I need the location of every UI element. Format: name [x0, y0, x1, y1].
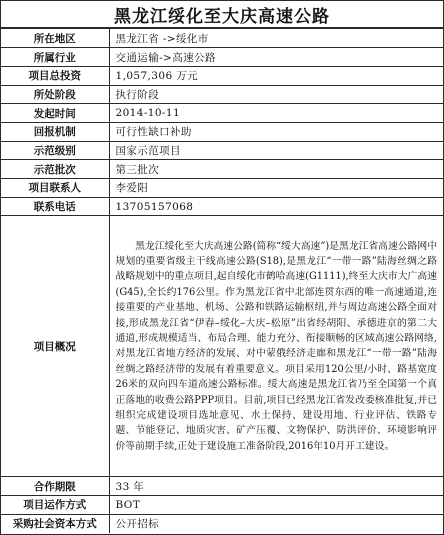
value-cooperation-term: 33 年 [109, 477, 443, 496]
project-info-table [1, 29, 443, 533]
label-overview: 项目概况 [1, 216, 109, 477]
table-row [1, 29, 443, 48]
table-row [1, 160, 443, 179]
label-industry: 所属行业 [1, 48, 109, 67]
value-industry: 交通运输->高速公路 [109, 48, 443, 67]
label-contact-phone: 联系电话 [1, 197, 109, 216]
value-procurement-method: 公开招标 [109, 514, 443, 533]
value-contact-person: 李爱阳 [109, 179, 443, 198]
label-cooperation-term: 合作期限 [1, 477, 109, 496]
value-total-investment: 1,057,306 万元 [109, 66, 443, 85]
label-region: 所在地区 [1, 29, 109, 48]
label-operation-mode: 项目运作方式 [1, 496, 109, 515]
table-row [1, 496, 443, 515]
label-launch-date: 发起时间 [1, 104, 109, 123]
table-row [1, 122, 443, 141]
table-row [1, 477, 443, 496]
table-row [1, 514, 443, 533]
value-demo-batch: 第三批次 [109, 160, 443, 179]
label-demo-batch: 示范批次 [1, 160, 109, 179]
label-stage: 所处阶段 [1, 85, 109, 104]
label-demo-level: 示范级别 [1, 141, 109, 160]
value-contact-phone: 13705157068 [109, 197, 443, 216]
value-demo-level: 国家示范项目 [109, 141, 443, 160]
table-row [1, 104, 443, 123]
table-row [1, 141, 443, 160]
value-overview: 黑龙江绥化至大庆高速公路(简称“绥大高速”)是黑龙江省高速公路网中规划的重要省级主干线高速公路(S18),是黑龙江“一带一路”陆海丝绸之路战略规划中的重点项目,起自绥化市鹤哈高速(G1111),终至大庆市大广高速(G45),全长约176公里。作为黑龙江省中北部连贯东西的唯一高速通道,连接重要的产业基地、机场、公路和铁路运输枢纽,并与周边高速公路全面对接,形成黑龙江省“伊春–绥化–大庆–松原”出省经胡阳、承德进京的第二大通道,形成规模适当、布局合理、能力充分、衔接顺畅的区域高速公路网络,对黑龙江省地方经济的发展、对中蒙俄经济走廊和黑龙江“一带一路”陆海丝绸之路经济带的发展有着重要意义。项目采用120公里/小时、路基宽度26米的双向四车道高速公路标准。绥大高速是黑龙江省乃至全国第一个真正落地的收费公路PPP项目。目前,项目已经黑龙江省发改委核准批复,并已组织完成建设项目选址意见、水土保持、建设用地、行业评估、铁路专题、节能登记、地质灾害、矿产压覆、文物保护、防洪评价、环境影响评价等前期手续,正处于建设施工准备阶段,2016年10月开工建设。 [109, 216, 443, 477]
value-stage: 执行阶段 [109, 85, 443, 104]
value-operation-mode: BOT [109, 496, 443, 515]
label-return-mechanism: 回报机制 [1, 122, 109, 141]
sheet-title: 黑龙江绥化至大庆高速公路 [1, 1, 443, 29]
value-return-mechanism: 可行性缺口补助 [109, 122, 443, 141]
table-row [1, 48, 443, 67]
table-row [1, 66, 443, 85]
value-region: 黑龙江省 ->绥化市 [109, 29, 443, 48]
value-launch-date: 2014-10-11 [109, 104, 443, 123]
label-total-investment: 项目总投资 [1, 66, 109, 85]
table-row [1, 179, 443, 198]
table-row [1, 85, 443, 104]
label-contact-person: 项目联系人 [1, 179, 109, 198]
table-row [1, 197, 443, 216]
label-procurement-method: 采购社会资本方式 [1, 514, 109, 533]
table-row-overview [1, 216, 443, 477]
